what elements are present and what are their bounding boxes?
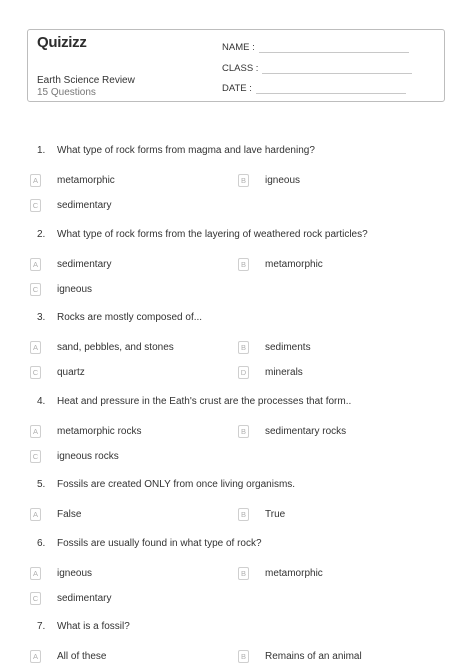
question-6: [37, 538, 262, 549]
option-letter-box: B: [238, 341, 249, 354]
question-text: Heat and pressure in the Eath's crust are the processes that form..: [57, 396, 352, 407]
option-letter-box: A: [30, 174, 41, 187]
option-6b[interactable]: [238, 566, 323, 580]
question-number: 5.: [37, 479, 46, 490]
option-3d[interactable]: [238, 365, 303, 379]
option-text: igneous: [57, 567, 93, 579]
question-number: 6.: [37, 538, 46, 549]
option-1c[interactable]: [30, 198, 111, 212]
option-4b[interactable]: [238, 424, 346, 438]
option-text: False: [57, 508, 82, 520]
question-number: 3.: [37, 312, 46, 323]
option-letter-box: A: [30, 567, 41, 580]
option-2b[interactable]: [238, 257, 323, 271]
question-4: [37, 396, 351, 407]
option-letter-box: C: [30, 592, 41, 605]
question-number: 7.: [37, 621, 46, 632]
option-text: quartz: [57, 366, 85, 378]
option-letter-box: C: [30, 366, 41, 379]
option-5b[interactable]: [238, 507, 285, 521]
option-letter-box: D: [238, 366, 249, 379]
question-text: What type of rock forms from the layering of weathered rock particles?: [57, 229, 368, 240]
option-1a[interactable]: [30, 173, 115, 187]
option-text: Remains of an animal: [265, 650, 362, 662]
name-line[interactable]: [259, 40, 409, 53]
option-letter-box: B: [238, 174, 249, 187]
option-2c[interactable]: [30, 282, 92, 296]
class-field[interactable]: [222, 61, 412, 74]
option-7a[interactable]: [30, 649, 106, 663]
question-text: Fossils are created ONLY from once living organisms.: [57, 479, 296, 490]
option-4c[interactable]: [30, 449, 119, 463]
date-field[interactable]: [222, 81, 406, 94]
question-7: [37, 621, 130, 632]
option-letter-box: C: [30, 450, 41, 463]
worksheet-title: Earth Science Review: [37, 75, 135, 86]
question-text: Rocks are mostly composed of...: [57, 312, 203, 323]
question-number: 4.: [37, 396, 46, 407]
question-text: What is a fossil?: [57, 621, 130, 632]
question-text: Fossils are usually found in what type of rock?: [57, 538, 262, 549]
question-1: [37, 145, 315, 156]
question-text: What type of rock forms from magma and lave hardening?: [57, 145, 315, 156]
question-number: 2.: [37, 229, 46, 240]
option-6a[interactable]: [30, 566, 92, 580]
option-letter-box: A: [30, 508, 41, 521]
option-letter-box: B: [238, 258, 249, 271]
option-4a[interactable]: [30, 424, 141, 438]
question-5: [37, 479, 295, 490]
option-text: igneous: [265, 174, 301, 186]
option-text: metamorphic rocks: [57, 425, 142, 437]
option-text: minerals: [265, 366, 303, 378]
option-6c[interactable]: [30, 591, 111, 605]
name-field[interactable]: [222, 40, 409, 53]
option-2a[interactable]: [30, 257, 111, 271]
option-1b[interactable]: [238, 173, 300, 187]
option-text: sedimentary: [57, 258, 112, 270]
option-letter-box: A: [30, 425, 41, 438]
option-text: sediments: [265, 341, 311, 353]
class-label: CLASS :: [222, 63, 259, 74]
option-letter-box: B: [238, 567, 249, 580]
option-text: True: [265, 508, 286, 520]
class-line[interactable]: [262, 61, 412, 74]
option-letter-box: B: [238, 650, 249, 663]
quizizz-logo: Quizizz: [37, 34, 87, 51]
question-count: 15 Questions: [37, 87, 96, 98]
option-letter-box: A: [30, 341, 41, 354]
option-text: metamorphic: [265, 258, 323, 270]
option-text: metamorphic: [265, 567, 323, 579]
option-text: sedimentary: [57, 199, 112, 211]
option-letter-box: A: [30, 650, 41, 663]
option-5a[interactable]: [30, 507, 81, 521]
option-text: sand, pebbles, and stones: [57, 341, 174, 353]
date-label: DATE :: [222, 83, 252, 94]
option-text: igneous rocks: [57, 450, 119, 462]
question-2: [37, 229, 368, 240]
question-3: [37, 312, 202, 323]
option-letter-box: C: [30, 283, 41, 296]
option-3b[interactable]: [238, 340, 311, 354]
option-text: igneous: [57, 283, 93, 295]
option-3c[interactable]: [30, 365, 85, 379]
option-letter-box: B: [238, 425, 249, 438]
option-text: sedimentary: [57, 592, 112, 604]
question-number: 1.: [37, 145, 46, 156]
option-letter-box: A: [30, 258, 41, 271]
option-letter-box: C: [30, 199, 41, 212]
option-text: sedimentary rocks: [265, 425, 347, 437]
option-text: All of these: [57, 650, 107, 662]
name-label: NAME :: [222, 42, 255, 53]
date-line[interactable]: [256, 81, 406, 94]
option-3a[interactable]: [30, 340, 174, 354]
option-7b[interactable]: [238, 649, 362, 663]
option-text: metamorphic: [57, 174, 115, 186]
option-letter-box: B: [238, 508, 249, 521]
